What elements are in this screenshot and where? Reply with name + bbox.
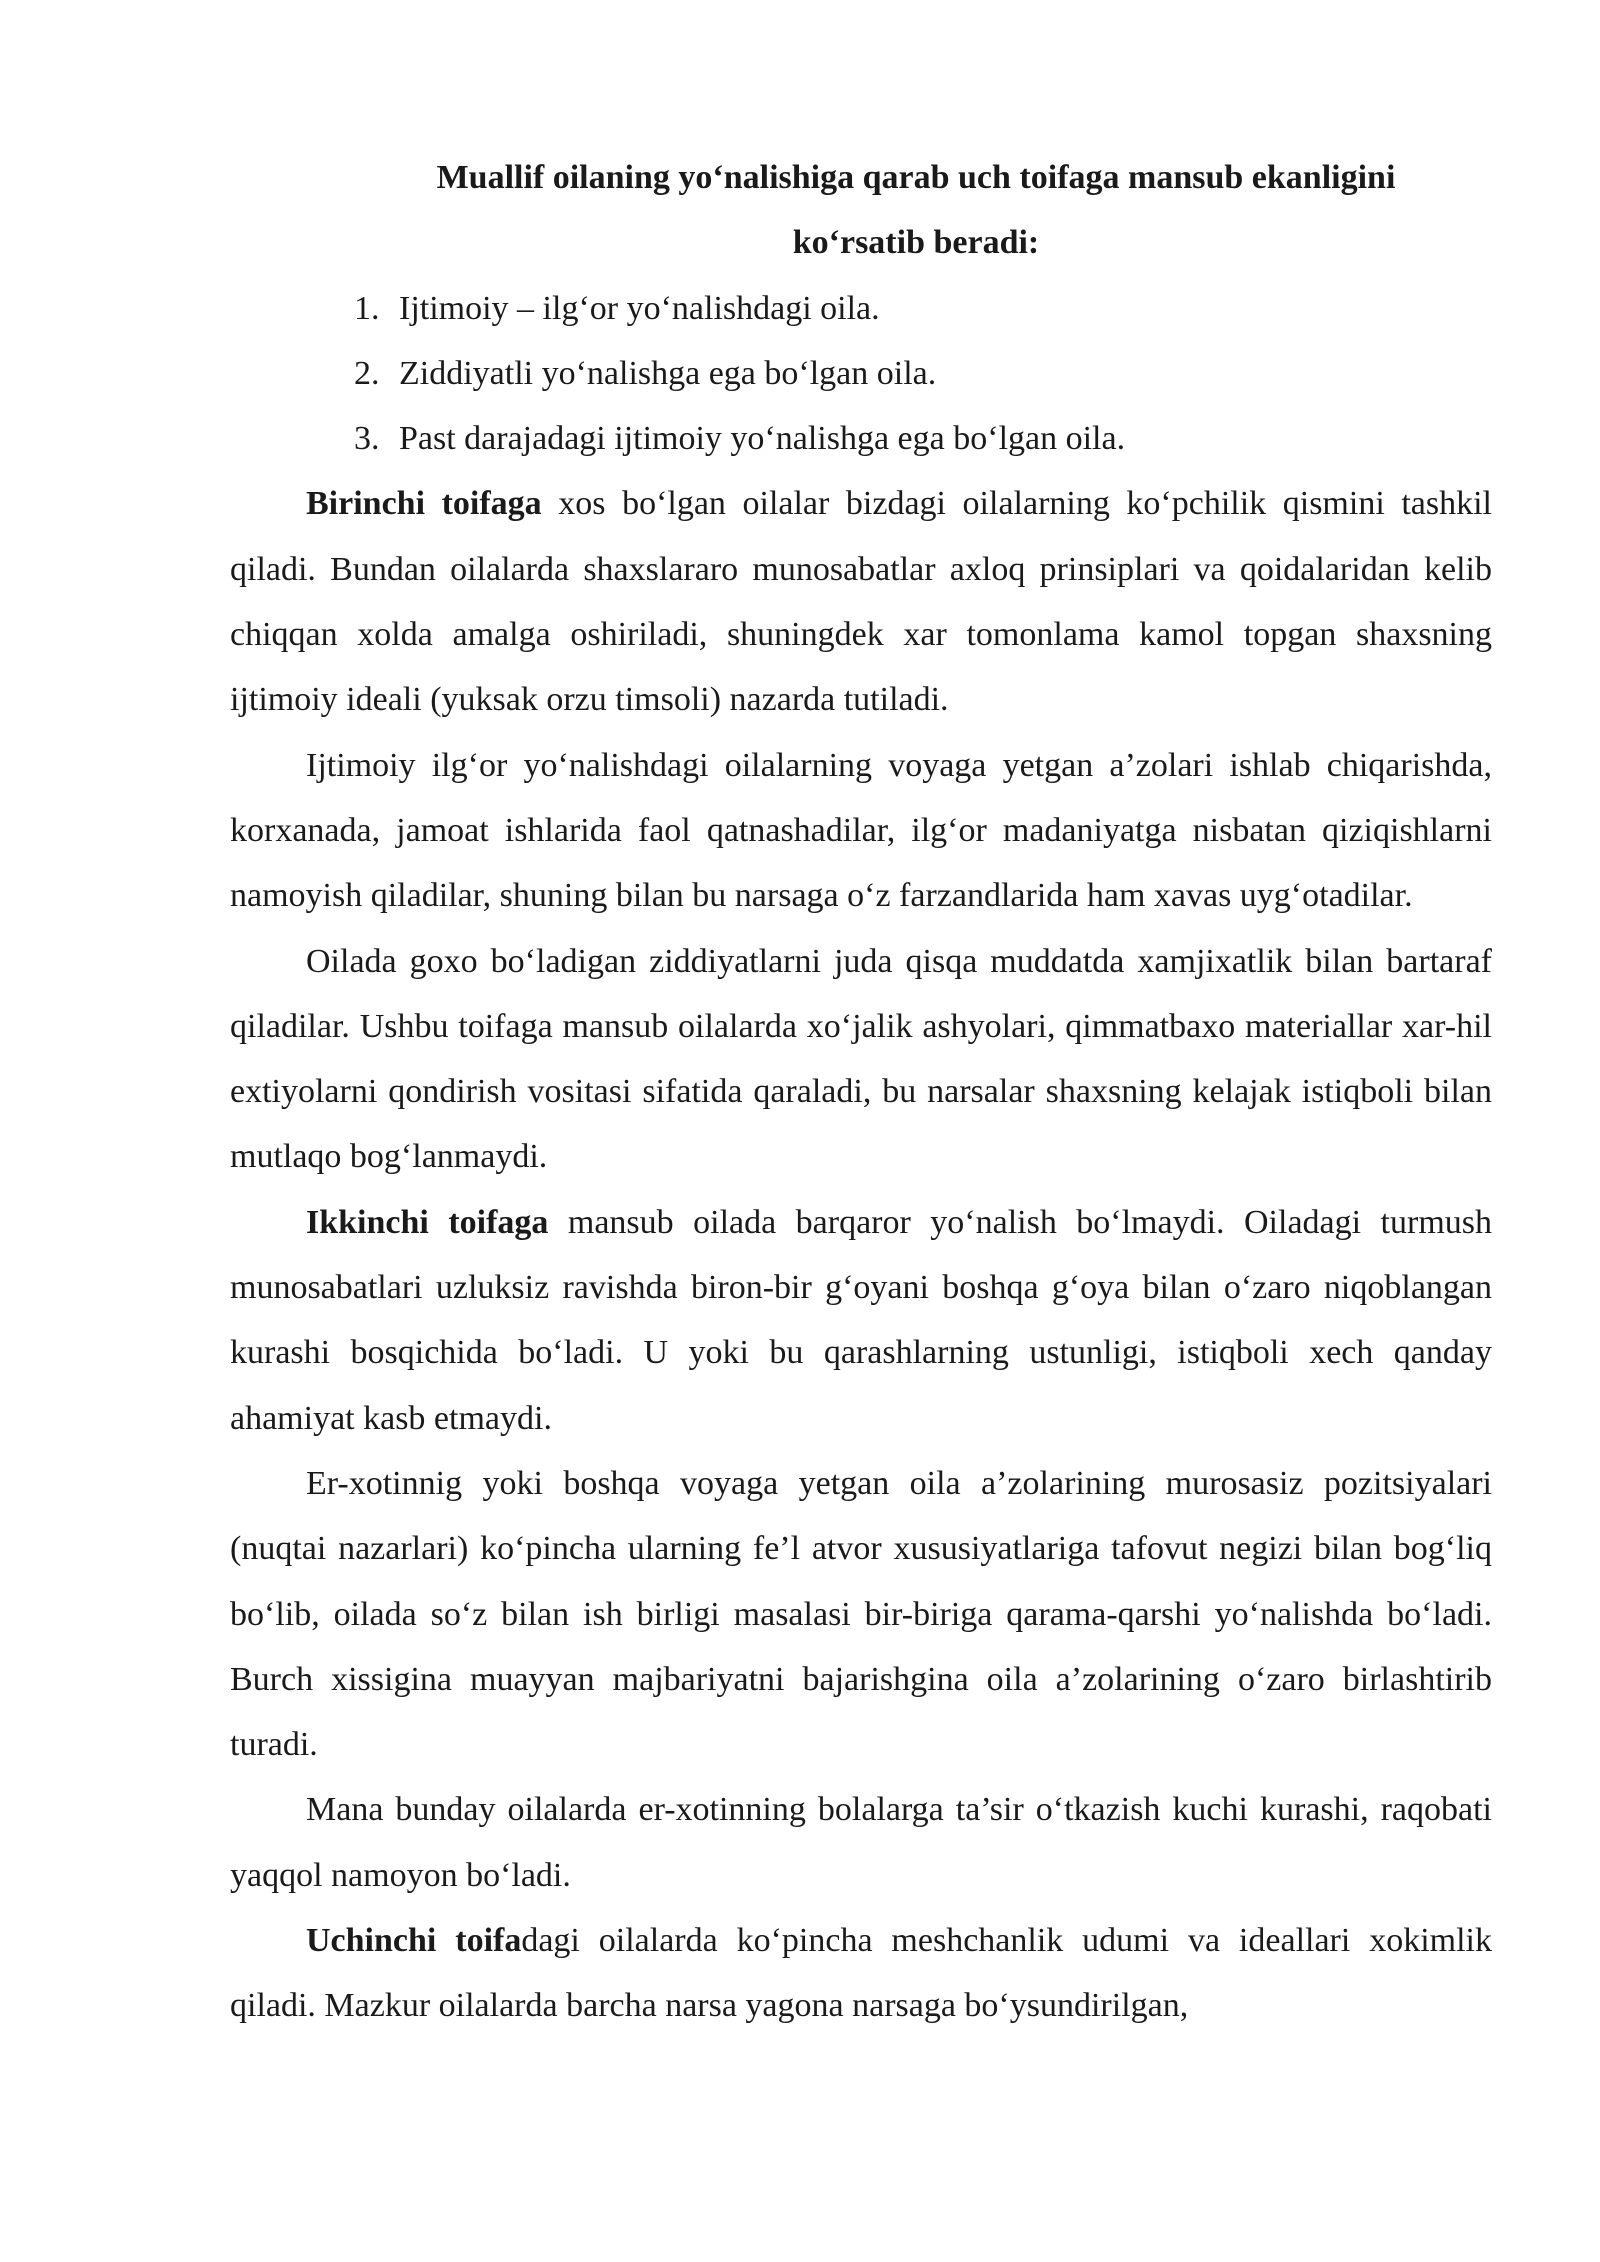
list-number: 3. <box>354 420 380 458</box>
paragraph-bold-lead: Ikkinchi toifaga <box>306 1203 549 1241</box>
paragraph-bold-lead: Birinchi toifaga <box>306 485 542 523</box>
paragraph-text: Oilada goxo bo‘ladigan ziddiyatlarni juda qisqa muddatda xamjixatlik bilan bartaraf qiladilar. Ushbu toifaga mansub oilalarda xo‘jalik ashyolari, qimmatbaxo materiallar xar-hil extiyolarni qondirish vositasi sifatida qaraladi, bu narsalar shaxsning kelajak istiqboli bilan mutlaqo bog‘lanmaydi. <box>230 942 1492 1176</box>
list-item <box>354 341 1492 406</box>
paragraph <box>230 929 1492 1190</box>
list-number: 2. <box>354 354 380 392</box>
heading-line-2: ko‘rsatib beradi: <box>792 224 1040 262</box>
paragraph <box>230 733 1492 929</box>
list-text: Past darajadagi ijtimoiy yo‘nalishga ega bo‘lgan oila. <box>399 420 1126 458</box>
paragraph-first-type <box>230 471 1492 732</box>
family-types-list <box>230 276 1492 472</box>
paragraph-third-type <box>230 1908 1492 2039</box>
list-number: 1. <box>354 289 380 327</box>
list-item <box>354 406 1492 471</box>
paragraph-bold-lead: Uchinchi toifa <box>306 1922 522 1960</box>
document-page <box>230 145 1492 2039</box>
list-text: Ijtimoiy – ilg‘or yo‘nalishdagi oila. <box>399 289 880 327</box>
paragraph <box>230 1777 1492 1908</box>
heading-line-1: Muallif oilaning yo‘nalishiga qarab uch toifaga mansub ekanligini <box>436 159 1396 196</box>
paragraph-text: Er-xotinnig yoki boshqa voyaga yetgan oila a’zolarining murosasiz pozitsiyalari (nuqtai nazarlari) ko‘pincha ularning fe’l atvor xususiyatlariga tafovut negizi bilan bog‘liq bo‘lib, oilada so‘z bilan ish birligi masalasi bir-biriga qarama-qarshi yo‘nalishda bo‘ladi. Burch xissigina muayyan majbariyatni bajarishgina oila a’zolarining o‘zaro birlashtirib turadi. <box>230 1464 1492 1764</box>
paragraph-text: Mana bunday oilalarda er-xotinning bolalarga ta’sir o‘tkazish kuchi kurashi, raqobati yaqqol namoyon bo‘ladi. <box>230 1791 1492 1894</box>
paragraph-text: xos bo‘lgan oilalar bizdagi oilalarning ko‘pchilik qismini tashkil qiladi. Bundan oilalarda shaxslararo munosabatlar axloq prinsiplari va qoidalaridan kelib chiqqan xolda amalga oshiriladi, shuningdek xar tomonlama kamol topgan shaxsning ijtimoiy ideali (yuksak orzu timsoli) nazarda tutiladi. <box>230 485 1492 719</box>
list-item <box>354 276 1492 341</box>
list-text: Ziddiyatli yo‘nalishga ega bo‘lgan oila. <box>399 354 937 392</box>
paragraph-text: Ijtimoiy ilg‘or yo‘nalishdagi oilalarning voyaga yetgan a’zolari ishlab chiqarishda, korxanada, jamoat ishlarida faol qatnashadilar, ilg‘or madaniyatga nisbatan qiziqishlarni namoyish qiladilar, shuning bilan bu narsaga o‘z farzandlarida ham xavas uyg‘otadilar. <box>230 746 1492 915</box>
document-heading <box>230 145 1492 276</box>
paragraph <box>230 1451 1492 1777</box>
paragraph-text: dagi oilalarda ko‘pincha meshchanlik udumi va ideallari xokimlik qiladi. Mazkur oilalarda barcha narsa yagona narsaga bo‘ysundirilgan, <box>230 1922 1492 2025</box>
paragraph-text: mansub oilada barqaror yo‘nalish bo‘lmaydi. Oiladagi turmush munosabatlari uzluksiz ravishda biron-bir g‘oyani boshqa g‘oya bilan o‘zaro niqoblangan kurashi bosqichida bo‘ladi. U yoki bu qarashlarning ustunligi, istiqboli xech qanday ahamiyat kasb etmaydi. <box>230 1203 1492 1437</box>
paragraph-second-type <box>230 1190 1492 1451</box>
